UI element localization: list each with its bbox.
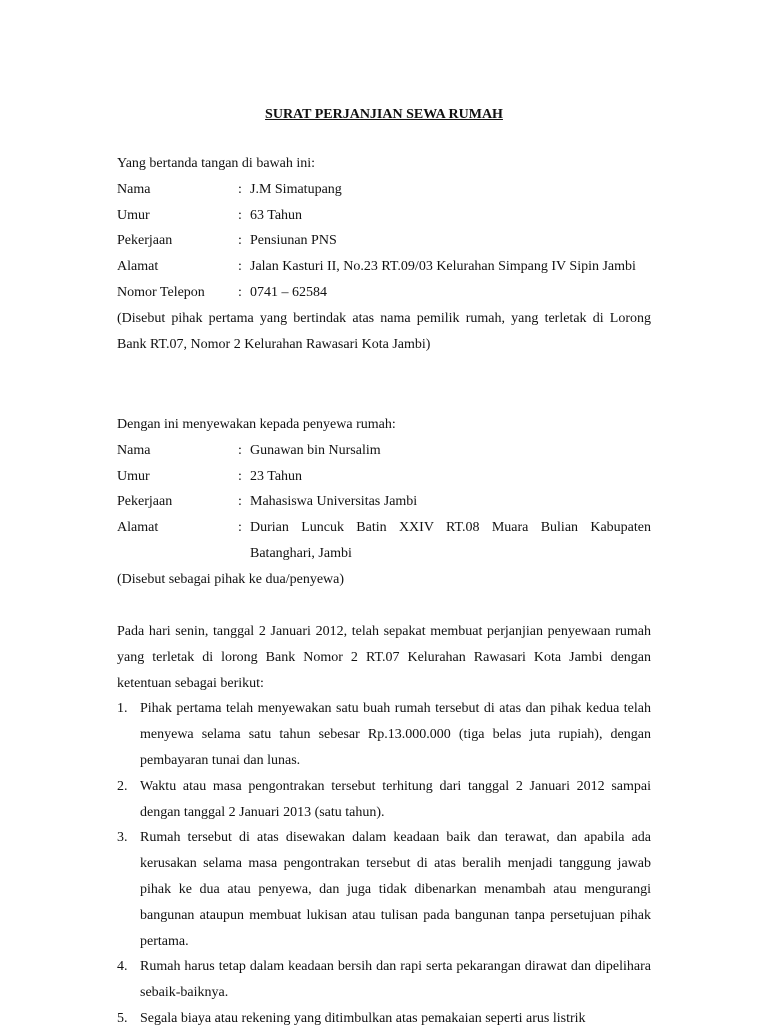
second-party-section bbox=[117, 412, 651, 593]
field-value: Mahasiswa Universitas Jambi bbox=[250, 494, 418, 510]
field-value: Jalan Kasturi II, No.23 RT.09/03 Kelurahan Simpang IV Sipin Jambi bbox=[250, 259, 636, 275]
list-item bbox=[117, 1006, 651, 1032]
first-party-intro: Yang bertanda tangan di bawah ini: bbox=[117, 156, 316, 171]
term-text: Pihak pertama telah menyewakan satu buah rumah tersebut di atas dan pihak kedua telah menyewa selama satu tahun sebesar Rp.13.000.000 (tiga belas juta rupiah), dengan pembayaran tunai dan lunas. bbox=[140, 701, 651, 768]
second-party-job-row bbox=[117, 489, 651, 515]
field-label: Umur bbox=[117, 468, 150, 484]
first-party-job-row bbox=[117, 228, 651, 254]
term-number: 2. bbox=[117, 778, 128, 794]
term-number: 5. bbox=[117, 1010, 128, 1026]
terms-list bbox=[117, 696, 651, 1031]
field-value: J.M Simatupang bbox=[250, 181, 342, 197]
term-number: 1. bbox=[117, 701, 128, 717]
term-text: Rumah tersebut di atas disewakan dalam keadaan baik dan terawat, dan apabila ada kerusakan selama masa pengontrakan tersebut di atas beralih menjadi tanggung jawab pihak ke dua atau penyewa, dan juga tidak dibenarkan menambah atau mengurangi bangunan ataupun membuat lukisan atau tulisan pada bangunan tanpa persetujuan pihak pertama. bbox=[140, 830, 651, 949]
term-text: Segala biaya atau rekening yang ditimbulkan atas pemakaian seperti arus listrik bbox=[140, 1010, 586, 1026]
field-value: 23 Tahun bbox=[250, 468, 303, 484]
term-text: Waktu atau masa pengontrakan tersebut terhitung dari tanggal 2 Januari 2012 sampai dengan tanggal 2 Januari 2013 (satu tahun). bbox=[140, 778, 651, 820]
field-label: Nama bbox=[117, 442, 151, 458]
field-label: Pekerjaan bbox=[117, 494, 173, 510]
field-colon: : bbox=[238, 207, 242, 223]
first-party-note: (Disebut pihak pertama yang bertindak atas nama pemilik rumah, yang terletak di Lorong Bank RT.07, Nomor 2 Kelurahan Rawasari Kota Jambi) bbox=[117, 310, 651, 352]
term-number: 3. bbox=[117, 830, 128, 846]
document-title: SURAT PERJANJIAN SEWA RUMAH bbox=[265, 107, 503, 122]
field-label: Alamat bbox=[117, 520, 159, 536]
field-value: Gunawan bin Nursalim bbox=[250, 442, 381, 458]
second-party-address-row bbox=[117, 515, 651, 567]
field-label: Nama bbox=[117, 181, 151, 197]
first-party-phone-row bbox=[117, 280, 651, 306]
field-colon: : bbox=[238, 284, 242, 300]
field-colon: : bbox=[238, 233, 242, 249]
field-label: Umur bbox=[117, 207, 150, 223]
field-value: 0741 – 62584 bbox=[250, 284, 327, 300]
field-colon: : bbox=[238, 494, 242, 510]
second-party-intro: Dengan ini menyewakan kepada penyewa rumah: bbox=[117, 417, 396, 432]
list-item bbox=[117, 825, 651, 954]
field-colon: : bbox=[238, 442, 242, 458]
field-colon: : bbox=[238, 520, 242, 536]
term-text: Rumah harus tetap dalam keadaan bersih dan rapi serta pekarangan dirawat dan dipelihara sebaik-baiknya. bbox=[140, 959, 651, 1001]
field-colon: : bbox=[238, 468, 242, 484]
list-item bbox=[117, 954, 651, 1006]
second-party-age-row bbox=[117, 464, 651, 490]
field-colon: : bbox=[238, 181, 242, 197]
field-value: Pensiunan PNS bbox=[250, 233, 337, 249]
first-party-name-row bbox=[117, 177, 651, 203]
agreement-section bbox=[117, 619, 651, 1032]
field-label: Nomor Telepon bbox=[117, 284, 205, 300]
term-number: 4. bbox=[117, 959, 128, 975]
agreement-intro: Pada hari senin, tanggal 2 Januari 2012, telah sepakat membuat perjanjian penyewaan rumah yang terletak di lorong Bank Nomor 2 RT.07 Kelurahan Rawasari Kota Jambi dengan ketentuan sebagai berikut: bbox=[117, 624, 651, 691]
second-party-name-row bbox=[117, 438, 651, 464]
first-party-address-row bbox=[117, 254, 651, 280]
first-party-age-row bbox=[117, 203, 651, 229]
first-party-section bbox=[117, 151, 651, 357]
list-item bbox=[117, 774, 651, 826]
field-colon: : bbox=[238, 259, 242, 275]
field-label: Pekerjaan bbox=[117, 233, 173, 249]
list-item bbox=[117, 696, 651, 773]
field-value: 63 Tahun bbox=[250, 207, 303, 223]
field-value: Durian Luncuk Batin XXIV RT.08 Muara Bulian Kabupaten Batanghari, Jambi bbox=[250, 520, 651, 561]
second-party-note: (Disebut sebagai pihak ke dua/penyewa) bbox=[117, 571, 345, 587]
field-label: Alamat bbox=[117, 259, 159, 275]
